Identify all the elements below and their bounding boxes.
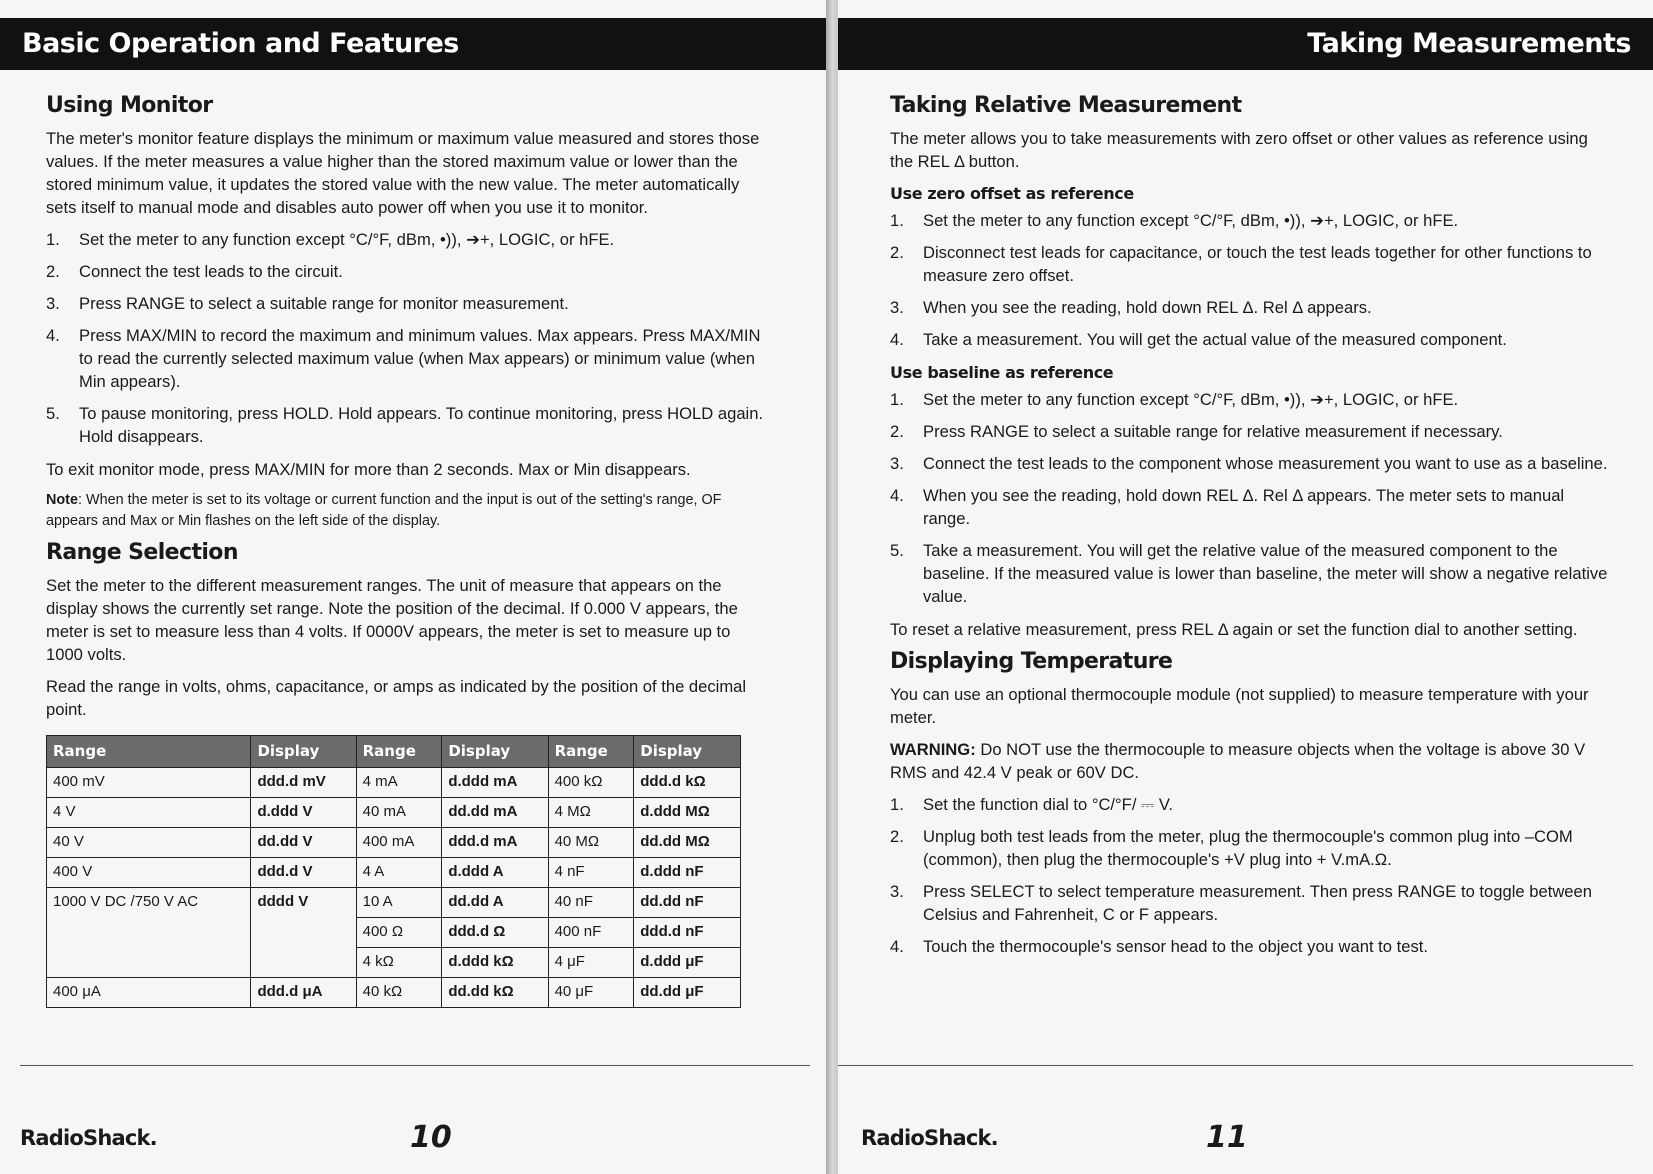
temperature-intro: You can use an optional thermocouple module (not supplied) to measure temperature with your meter. (890, 685, 1589, 727)
range-selection-para1: Set the meter to the different measurement ranges. The unit of measure that appears on the display shows the currently set range. Note the position of the decimal. If 0.000 V appears, the meter is set to measure less than 4 volts. If 0000V appears, the meter is set to measure up to 1000 volts. (46, 576, 738, 664)
table-cell: 400 mA (356, 828, 442, 858)
using-monitor-intro: The meter's monitor feature displays the minimum or maximum value measured and stores those values. If the meter measures a value higher than the stored maximum value or lower than the stored minimum value, it updates the stored value with the new value. The meter automatically sets itself to manual mode and disables auto power off when you use it to monitor. (46, 129, 760, 217)
column-header: Range (356, 736, 442, 768)
left-column (46, 88, 766, 1008)
table-cell: dd.dd kΩ (442, 978, 548, 1008)
table-cell: d.ddd A (442, 858, 548, 888)
list-item: 1. Set the meter to any function except °C/°F, dBm, •)), ➔+, LOGIC, or hFE. (46, 230, 615, 249)
table-cell: d.ddd kΩ (442, 948, 548, 978)
range-selection-heading: Range Selection (46, 540, 238, 565)
table-row (47, 978, 741, 1008)
list-item: 1. Set the function dial to °C/°F/ ⎓ V. (890, 795, 1174, 814)
radioshack-logo: RadioShack. (20, 1126, 157, 1150)
table-cell: dd.dd μF (634, 978, 741, 1008)
column-header: Display (251, 736, 356, 768)
table-row (47, 828, 741, 858)
zero-offset-steps (890, 209, 1610, 351)
list-item: 1. Set the meter to any function except °C/°F, dBm, •)), ➔+, LOGIC, or hFE. (890, 211, 1459, 230)
table-row (47, 888, 741, 918)
table-cell: dd.dd MΩ (634, 828, 741, 858)
table-cell: ddd.d mA (442, 828, 548, 858)
table-cell: 4 V (47, 798, 251, 828)
table-cell: 400 kΩ (548, 768, 634, 798)
baseline-heading: Use baseline as reference (890, 363, 1114, 382)
list-item: 2. Connect the test leads to the circuit. (46, 262, 343, 281)
list-item: 3. Connect the test leads to the component whose measurement you want to use as a baseline. (890, 454, 1608, 473)
table-cell: 4 A (356, 858, 442, 888)
right-footer-rule (838, 1065, 1633, 1066)
table-cell: ddd.d nF (634, 918, 741, 948)
table-cell: d.ddd V (251, 798, 356, 828)
page-number: 10 (410, 1120, 452, 1155)
table-cell: 40 MΩ (548, 828, 634, 858)
table-row (47, 858, 741, 888)
list-item: 2. Disconnect test leads for capacitance, or touch the test leads together for other functions to measure zero offset. (890, 243, 1592, 285)
table-cell: 400 Ω (356, 918, 442, 948)
table-cell: 10 A (356, 888, 442, 918)
table-cell: dd.dd mA (442, 798, 548, 828)
list-item: 4. Touch the thermocouple's sensor head to the object you want to test. (890, 937, 1428, 956)
list-item: 5. Take a measurement. You will get the relative value of the measured component to the baseline. If the measured value is lower than baseline, the meter will show a negative relative value. (890, 541, 1608, 606)
page-number: 11 (1206, 1120, 1248, 1155)
table-cell: 400 μA (47, 978, 251, 1008)
table-cell: 4 MΩ (548, 798, 634, 828)
table-cell: dd.dd V (251, 828, 356, 858)
list-item: 2. Press RANGE to select a suitable range for relative measurement if necessary. (890, 422, 1503, 441)
left-footer-rule (20, 1065, 810, 1066)
column-header: Display (634, 736, 741, 768)
table-cell: 4 μF (548, 948, 634, 978)
temperature-heading: Displaying Temperature (890, 649, 1173, 674)
table-cell: dd.dd nF (634, 888, 741, 918)
list-item: 3. When you see the reading, hold down REL Δ. Rel Δ appears. (890, 298, 1372, 317)
column-header: Range (47, 736, 251, 768)
right-page-header: Taking Measurements (838, 18, 1653, 70)
reset-relative-text: To reset a relative measurement, press REL Δ again or set the function dial to another setting. (890, 620, 1578, 639)
list-item: 4. Take a measurement. You will get the actual value of the measured component. (890, 330, 1507, 349)
list-item: 4. When you see the reading, hold down REL Δ. Rel Δ appears. The meter sets to manual range. (890, 486, 1565, 528)
baseline-steps (890, 388, 1610, 608)
relative-heading: Taking Relative Measurement (890, 93, 1242, 118)
column-header: Display (442, 736, 548, 768)
table-cell: 400 nF (548, 918, 634, 948)
table-cell: ddd.d V (251, 858, 356, 888)
table-cell: 40 mA (356, 798, 442, 828)
table-cell: 400 mV (47, 768, 251, 798)
table-row (47, 768, 741, 798)
table-cell: 400 V (47, 858, 251, 888)
table-header-row (47, 736, 741, 768)
radioshack-logo: RadioShack. (861, 1126, 998, 1150)
list-item: 4. Press MAX/MIN to record the maximum and minimum values. Max appears. Press MAX/MIN to read the currently selected maximum value (when Max appears) or minimum value (when Min appears). (46, 326, 761, 391)
exit-monitor-text: To exit monitor mode, press MAX/MIN for more than 2 seconds. Max or Min disappears. (46, 460, 691, 479)
table-cell: ddd.d mV (251, 768, 356, 798)
table-cell: dd.dd A (442, 888, 548, 918)
table-cell: d.ddd MΩ (634, 798, 741, 828)
monitor-note: Note: When the meter is set to its voltage or current function and the input is out of the setting's range, OF appears and Max or Min flashes on the left side of the display. (46, 492, 722, 529)
table-cell: 40 μF (548, 978, 634, 1008)
list-item: 1. Set the meter to any function except °C/°F, dBm, •)), ➔+, LOGIC, or hFE. (890, 390, 1459, 409)
table-cell: 1000 V DC /750 V AC (47, 888, 251, 978)
table-cell: 40 kΩ (356, 978, 442, 1008)
table-cell: 4 kΩ (356, 948, 442, 978)
monitor-steps (46, 228, 766, 448)
zero-offset-heading: Use zero offset as reference (890, 184, 1134, 203)
temperature-steps (890, 793, 1610, 958)
list-item: 3. Press SELECT to select temperature measurement. Then press RANGE to toggle between Celsius and Fahrenheit, C or F appears. (890, 882, 1592, 924)
temperature-warning: WARNING: Do NOT use the thermocouple to measure objects when the voltage is above 30 V RMS and 42.4 V peak or 60V DC. (890, 740, 1586, 782)
right-page (838, 0, 1653, 1174)
table-cell: ddd.d μA (251, 978, 356, 1008)
right-column (890, 88, 1610, 968)
column-header: Range (548, 736, 634, 768)
range-table (46, 735, 741, 1008)
table-cell: d.ddd nF (634, 858, 741, 888)
relative-intro: The meter allows you to take measurements with zero offset or other values as reference using the REL Δ button. (890, 129, 1588, 171)
using-monitor-heading: Using Monitor (46, 93, 213, 118)
table-cell: dddd V (251, 888, 356, 978)
table-cell: 4 nF (548, 858, 634, 888)
table-cell: 40 V (47, 828, 251, 858)
table-cell: 4 mA (356, 768, 442, 798)
table-cell: d.ddd μF (634, 948, 741, 978)
table-cell: ddd.d Ω (442, 918, 548, 948)
list-item: 3. Press RANGE to select a suitable range for monitor measurement. (46, 294, 569, 313)
range-selection-para2: Read the range in volts, ohms, capacitance, or amps as indicated by the position of the decimal point. (46, 677, 747, 719)
table-cell: d.ddd mA (442, 768, 548, 798)
list-item: 5. To pause monitoring, press HOLD. Hold appears. To continue monitoring, press HOLD again. Hold disappears. (46, 404, 764, 446)
table-cell: 40 nF (548, 888, 634, 918)
list-item: 2. Unplug both test leads from the meter, plug the thermocouple's common plug into –COM (common), then plug the thermocouple's +V plug into + V.mA.Ω. (890, 827, 1573, 869)
table-row (47, 798, 741, 828)
left-page-header: Basic Operation and Features (0, 18, 830, 70)
table-cell: ddd.d kΩ (634, 768, 741, 798)
